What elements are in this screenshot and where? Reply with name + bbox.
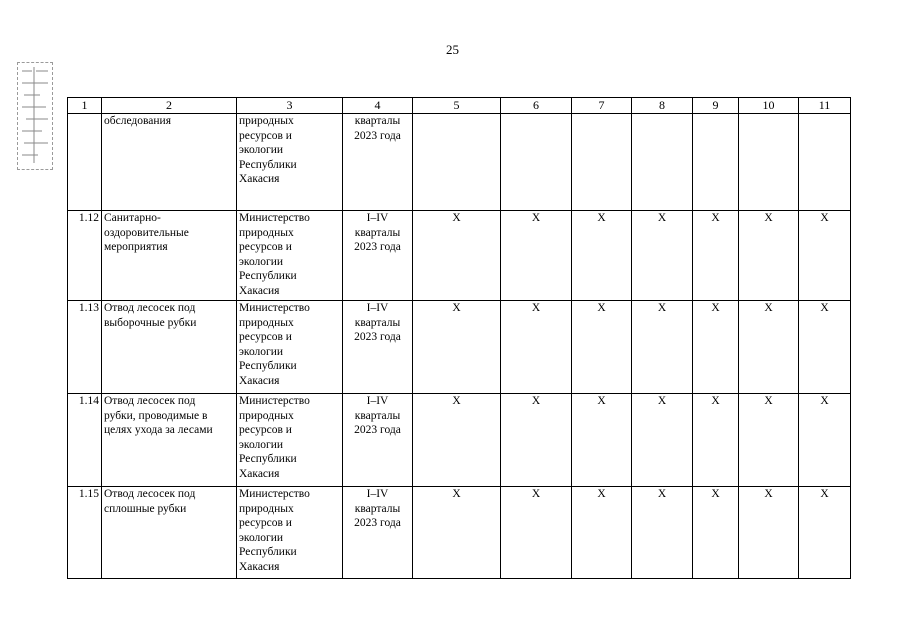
activity-name-cell-text: Отвод лесосек под рубки, проводимые в целях ухода за лесами [104,395,213,437]
column-header: 9 [693,98,739,114]
activity-name-cell-text: Отвод лесосек под выборочные рубки [104,302,197,329]
mark-cell [572,211,632,301]
term-cell-text: I–IV кварталы 2023 года [354,212,401,254]
column-header: 1 [68,98,102,114]
mark-cell [413,487,501,579]
mark-cell-text: Х [657,395,667,407]
mark-cell [501,487,572,579]
term-cell [343,211,413,301]
mark-cell-text: Х [764,212,773,224]
executor-cell-text: природных ресурсов и экологии Республики Хакасия [239,115,297,186]
row-number-cell-text: 1.13 [78,302,99,314]
activity-name-cell-text: Отвод лесосек под сплошные рубки [104,488,196,515]
table-row [68,211,851,301]
mark-cell-text: Х [452,302,461,314]
mark-cell [739,487,799,579]
table-row [68,301,851,394]
row-number-cell [68,301,102,394]
term-cell-text: I–IV кварталы 2023 года [354,488,401,530]
mark-cell [501,114,572,211]
page-number: 25 [446,42,459,57]
column-header: 11 [799,98,851,114]
mark-cell-text: Х [531,212,541,224]
row-number-cell [68,114,102,211]
mark-cell-text: Х [597,488,606,500]
mark-cell-text: Х [764,302,773,314]
column-header: 10 [739,98,799,114]
mark-cell [501,394,572,487]
executor-cell [237,487,343,579]
mark-cell [413,114,501,211]
mark-cell [572,394,632,487]
activity-name-cell [102,211,237,301]
mark-cell-text: Х [657,212,667,224]
mark-cell-text: Х [711,488,720,500]
mark-cell-text: Х [820,302,829,314]
mark-cell-text: Х [820,212,829,224]
registration-stamp [17,62,53,170]
mark-cell [572,114,632,211]
row-number-cell-text: 1.14 [78,395,99,407]
mark-cell [413,394,501,487]
mark-cell-text: Х [597,302,606,314]
plan-table [67,97,851,579]
activity-name-cell [102,301,237,394]
mark-cell [739,114,799,211]
table-row [68,487,851,579]
mark-cell-text: Х [657,488,667,500]
term-cell-text: I–IV кварталы 2023 года [354,302,401,344]
term-cell [343,487,413,579]
term-cell [343,394,413,487]
column-header: 7 [572,98,632,114]
mark-cell [413,301,501,394]
table-header-row [68,98,851,114]
mark-cell [501,301,572,394]
mark-cell [572,301,632,394]
activity-name-cell-text: обследования [104,115,171,127]
column-header: 3 [237,98,343,114]
row-number-cell [68,487,102,579]
mark-cell [693,487,739,579]
mark-cell-text: Х [820,488,829,500]
mark-cell [572,487,632,579]
activity-name-cell [102,394,237,487]
mark-cell [693,211,739,301]
mark-cell-text: Х [597,395,606,407]
mark-cell-text: Х [711,395,720,407]
mark-cell-text: Х [597,212,606,224]
executor-cell-text: Министерство природных ресурсов и экологии Республики Хакасия [239,212,310,297]
executor-cell-text: Министерство природных ресурсов и экологии Республики Хакасия [239,395,310,480]
mark-cell [739,211,799,301]
activity-name-cell [102,487,237,579]
term-cell-text: I–IV кварталы 2023 года [354,395,401,437]
table-row [68,114,851,211]
executor-cell-text: Министерство природных ресурсов и экологии Республики Хакасия [239,302,310,387]
term-cell-text: кварталы 2023 года [354,115,401,142]
executor-cell [237,211,343,301]
mark-cell [501,211,572,301]
activity-name-cell [102,114,237,211]
row-number-cell-text: 1.15 [78,488,99,500]
mark-cell-text: Х [452,488,461,500]
mark-cell-text: Х [452,395,461,407]
column-header: 8 [632,98,693,114]
mark-cell [799,211,851,301]
row-number-cell-text: 1.12 [78,212,99,224]
mark-cell-text: Х [711,302,720,314]
mark-cell-text: Х [531,488,541,500]
column-header: 6 [501,98,572,114]
mark-cell [799,301,851,394]
mark-cell [693,301,739,394]
mark-cell-text: Х [452,212,461,224]
mark-cell [693,114,739,211]
mark-cell-text: Х [531,395,541,407]
mark-cell [799,487,851,579]
column-header: 2 [102,98,237,114]
mark-cell [632,487,693,579]
mark-cell [799,114,851,211]
term-cell [343,301,413,394]
mark-cell [413,211,501,301]
column-header: 4 [343,98,413,114]
row-number-cell [68,394,102,487]
mark-cell [632,301,693,394]
activity-name-cell-text: Санитарно- оздоровительные мероприятия [104,212,189,254]
mark-cell [632,394,693,487]
mark-cell [693,394,739,487]
mark-cell-text: Х [764,488,773,500]
table-row [68,394,851,487]
mark-cell [799,394,851,487]
executor-cell [237,301,343,394]
executor-cell-text: Министерство природных ресурсов и экологии Республики Хакасия [239,488,310,573]
column-header: 5 [413,98,501,114]
row-number-cell [68,211,102,301]
executor-cell [237,114,343,211]
executor-cell [237,394,343,487]
mark-cell [739,394,799,487]
mark-cell-text: Х [711,212,720,224]
mark-cell-text: Х [764,395,773,407]
term-cell [343,114,413,211]
mark-cell [632,114,693,211]
mark-cell-text: Х [820,395,829,407]
mark-cell-text: Х [531,302,541,314]
mark-cell-text: Х [657,302,667,314]
mark-cell [739,301,799,394]
mark-cell [632,211,693,301]
